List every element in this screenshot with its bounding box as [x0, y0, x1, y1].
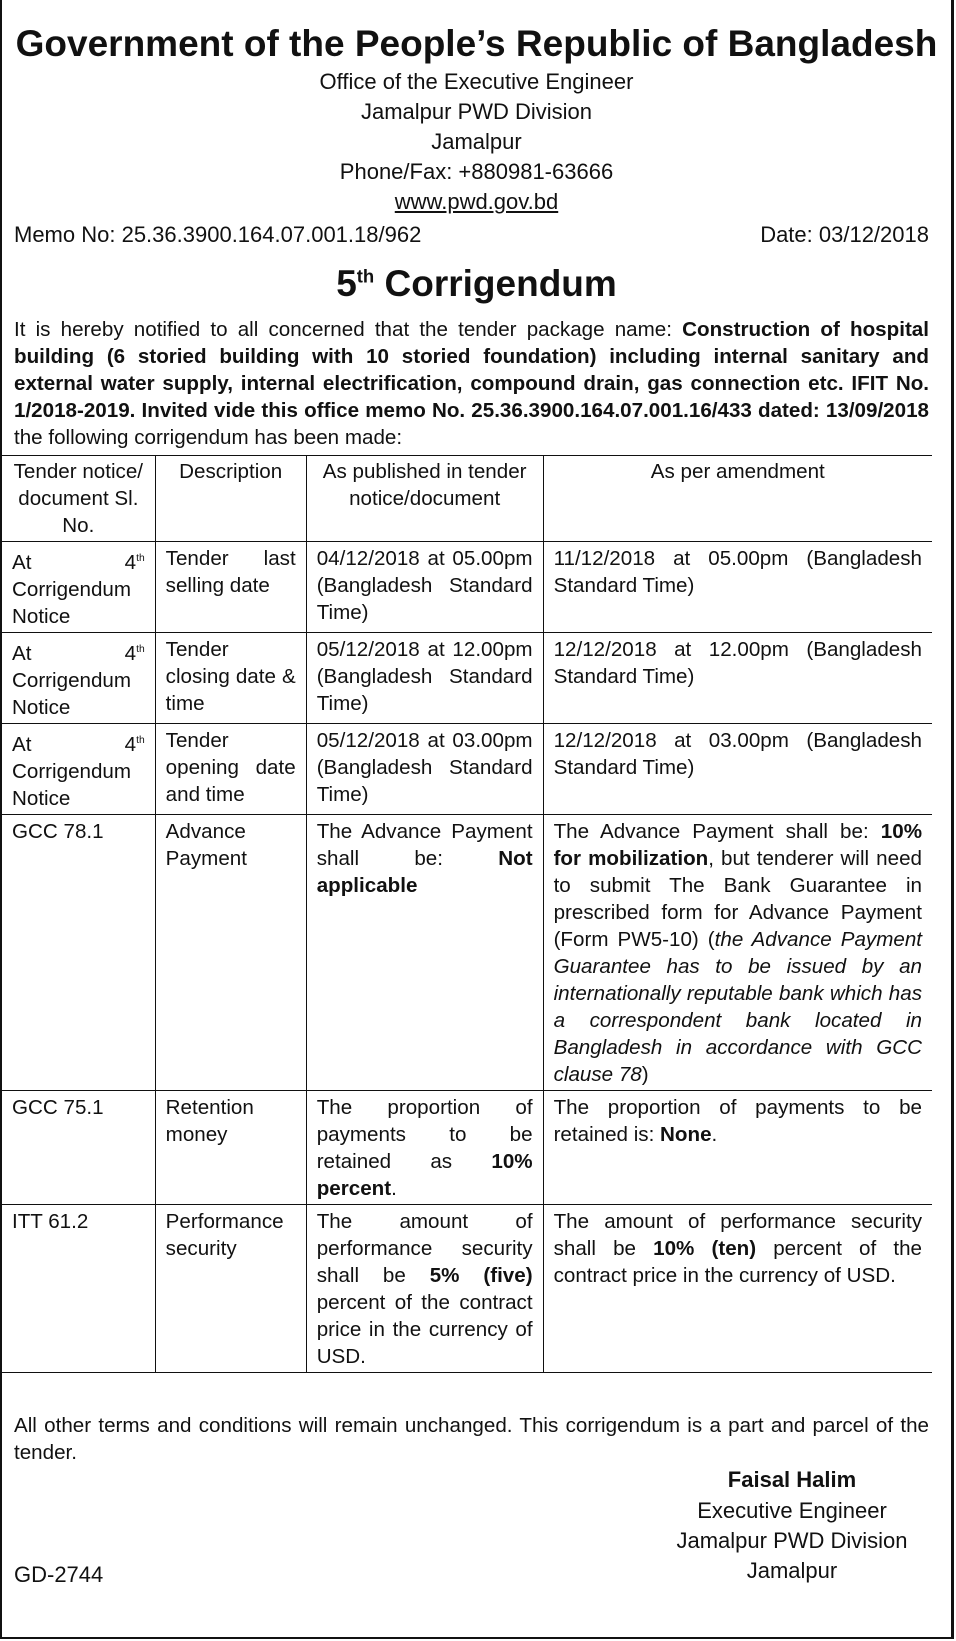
desc-cell: Tender last selling date: [155, 542, 306, 633]
signatory-city: Jamalpur: [746, 1558, 838, 1583]
phone-fax: Phone/Fax: +880981-63666: [339, 159, 614, 184]
table-row: [2, 814, 932, 1090]
published-cell: 04/12/2018 at 05.00pm (Bangladesh Standard Time): [306, 542, 543, 633]
government-title: Government of the People’s Republic of Bangladesh: [15, 23, 938, 64]
ref-cell: At 4th Corrigendum Notice: [2, 723, 155, 814]
table-row: [2, 632, 932, 723]
table-header-row: [2, 456, 932, 542]
published-cell: 05/12/2018 at 03.00pm (Bangladesh Standard Time): [306, 723, 543, 814]
published-cell: The amount of performance security shall be 5% (five) percent of the contract price in the currency of USD.: [306, 1204, 543, 1372]
signatory-division: Jamalpur PWD Division: [676, 1528, 908, 1553]
corrigendum-heading: 5th Corrigendum: [336, 263, 617, 304]
desc-cell: Advance Payment: [155, 814, 306, 1090]
amended-cell: The Advance Payment shall be: 10% for mobilization, but tenderer will need to submit The Bank Guarantee in prescribed form for Advance Payment (Form PW5-10) (the Advance Payment Guarantee has to be issued by an internationally reputable bank which has a correspondent bank located in Bangladesh in accordance with GCC clause 78): [543, 814, 932, 1090]
desc-cell: Tender opening date and time: [155, 723, 306, 814]
gd-number: GD-2744: [14, 1562, 104, 1587]
table-row: [2, 1090, 932, 1204]
website-link[interactable]: www.pwd.gov.bd: [394, 189, 559, 214]
published-cell: The Advance Payment shall be: Not applicable: [306, 814, 543, 1090]
column-header: As per amendment: [543, 456, 932, 542]
office-name: Office of the Executive Engineer: [319, 69, 634, 94]
memo-number: Memo No: 25.36.3900.164.07.001.18/962: [14, 222, 422, 247]
city-name: Jamalpur: [431, 129, 522, 154]
desc-cell: Performance security: [155, 1204, 306, 1372]
ref-cell: At 4th Corrigendum Notice: [2, 632, 155, 723]
column-header: Tender notice/ document Sl. No.: [2, 456, 155, 542]
ref-cell: At 4th Corrigendum Notice: [2, 542, 155, 633]
signatory-name: Faisal Halim: [727, 1467, 857, 1492]
desc-cell: Retention money: [155, 1090, 306, 1204]
published-cell: 05/12/2018 at 12.00pm (Bangladesh Standard Time): [306, 632, 543, 723]
published-cell: The proportion of payments to be retained as 10% percent.: [306, 1090, 543, 1204]
division-name: Jamalpur PWD Division: [360, 99, 593, 124]
intro-paragraph: It is hereby notified to all concerned that the tender package name: Construction of hospital building (6 storied building with 10 storied foundation) including internal sanitary and external water supply, internal electrification, compound drain, gas connection etc. IFIT No. 1/2018-2019. Invited vide this office memo No. 25.36.3900.164.07.001.16/433 dated: 13/09/2018 the following corrigendum has been made:: [14, 318, 929, 449]
amended-cell: The amount of performance security shall be 10% (ten) percent of the contract price in the currency of USD.: [543, 1204, 932, 1372]
table-row: [2, 542, 932, 633]
closing-paragraph: All other terms and conditions will remain unchanged. This corrigendum is a part and parcel of the tender.: [14, 1414, 929, 1464]
amendment-table: [2, 455, 932, 1373]
package-name: Construction of hospital building (6 storied building with 10 storied foundation) including internal sanitary and external water supply, internal electrification, compound drain, gas connection etc. IFIT No. 1/2018-2019. Invited vide this office memo No. 25.36.3900.164.07.001.16/433 dated: 13/09/2018: [14, 318, 929, 422]
desc-cell: Tender closing date & time: [155, 632, 306, 723]
column-header: As published in tender notice/document: [306, 456, 543, 542]
ref-cell: ITT 61.2: [2, 1204, 155, 1372]
amended-cell: 12/12/2018 at 12.00pm (Bangladesh Standard Time): [543, 632, 932, 723]
memo-date: Date: 03/12/2018: [760, 222, 929, 247]
signatory-title: Executive Engineer: [697, 1498, 887, 1523]
amended-cell: The proportion of payments to be retained is: None.: [543, 1090, 932, 1204]
ref-cell: GCC 78.1: [2, 814, 155, 1090]
amended-cell: 11/12/2018 at 05.00pm (Bangladesh Standard Time): [543, 542, 932, 633]
column-header: Description: [155, 456, 306, 542]
table-row: [2, 723, 932, 814]
table-row: [2, 1204, 932, 1372]
ref-cell: GCC 75.1: [2, 1090, 155, 1204]
amended-cell: 12/12/2018 at 03.00pm (Bangladesh Standard Time): [543, 723, 932, 814]
